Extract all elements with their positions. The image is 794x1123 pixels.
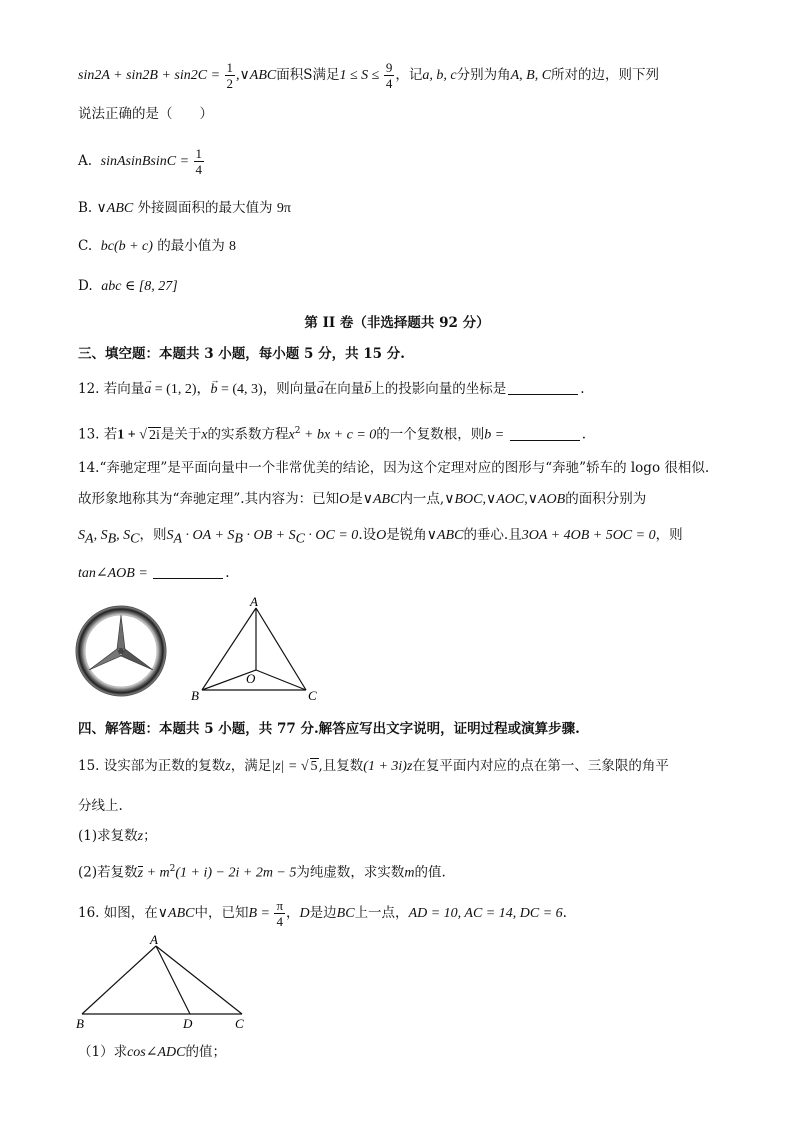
- q11-fraction-nine-quarters: $\frac{9}{4}$: [385, 60, 393, 91]
- fig16-label-b: B: [76, 1016, 84, 1031]
- q11-option-b: B. ∨ABC 外接圆面积的最大值为 9π: [78, 200, 291, 216]
- fig14-label-b: B: [191, 688, 199, 703]
- q12-answer-blank: [508, 380, 578, 395]
- q15-part-1: (1)求复数z；: [78, 828, 157, 844]
- benz-theorem-triangle-figure: [188, 594, 328, 704]
- q15-part-2: (2)若复数$z + m^2(1 + i) - 2i + 2m - 5$为纯虚数，求实数m的值.: [78, 864, 446, 881]
- q11-condition-line: sin2A + sin2B + sin2C = $\frac{1}{2}$ ,∨ABC面积S满足1 ≤ S ≤ $\frac{9}{4}$ ，记a, b, c分别为角A, B, C所对的边，则下列: [78, 60, 660, 91]
- q15-line-2: 分线上.: [78, 798, 123, 814]
- fig14-label-a: A: [250, 594, 258, 609]
- q11-option-c: C. bc(b + c) 的最小值为 8: [78, 238, 237, 254]
- q11-fraction-half: $\frac{1}{2}$: [226, 60, 234, 91]
- q14-line-4: tan∠AOB = .: [78, 565, 230, 581]
- fig16-label-d: D: [183, 1016, 193, 1031]
- section-four-title: 四、解答题：本题共 5 小题，共 77 分.解答应写出文字说明，证明过程或演算步骤.: [78, 721, 580, 737]
- fig16-label-c: C: [235, 1016, 244, 1031]
- q13-text: 13. 若1 + √ 2i是关于x的实系数方程$x^2$ + bx + c = 0的一个复数根，则b = .: [78, 426, 587, 443]
- fig16-label-a: A: [150, 932, 158, 947]
- q11-option-a: A. sinAsinBsinC = $\frac{1}{4}$: [78, 146, 203, 177]
- q11-option-d: D. abc ∈ [8, 27]: [78, 278, 178, 294]
- q14-line-3: $S_A$, $S_B$, $S_C$，则$S_A$ · OA + $S_B$ · OB + $S_C$ · OC = 0.设O是锐角∨ABC的垂心.且3OA + 4OB + 5OC = 0，则: [78, 527, 683, 547]
- q14-answer-blank: [153, 564, 223, 579]
- q15-line-1: 15. 设实部为正数的复数z，满足|z| = √ 5,且复数(1 + 3i)z在复平面内对应的点在第一、三象限的角平: [78, 758, 669, 774]
- mercedes-logo-image: [74, 604, 168, 698]
- q12-text: 12. 若向量→ a = (1, 2)，→ b = (4, 3)，则向量→ a在向量→ b上的投影向量的坐标是 .: [78, 379, 724, 400]
- section-three-title: 三、填空题：本题共 3 小题，每小题 5 分，共 15 分.: [78, 346, 405, 362]
- fig14-label-c: C: [308, 688, 317, 703]
- q16-text: 16. 如图，在∨ABC中，已知B = $\frac{\pi}{4}$ ，D是边BC上一点，AD = 10, AC = 14, DC = 6.: [78, 898, 567, 929]
- fig14-label-o: O: [246, 671, 256, 686]
- q13-answer-blank: [510, 426, 580, 441]
- q16-triangle-figure: [70, 932, 260, 1032]
- part-two-title: 第 II 卷（非选择题共 92 分）: [304, 315, 490, 331]
- q11-sum-expr: sin2A + sin2B + sin2C =: [78, 68, 224, 83]
- q11-question-line: 说法正确的是（ ）: [78, 106, 213, 122]
- q14-line-1: 14.“奔驰定理”是平面向量中一个非常优美的结论，因为这个定理对应的图形与“奔驰”轿车的 logo 很相似.: [78, 460, 710, 476]
- q14-line-2: 故形象地称其为“奔驰定理”.其内容为：已知O是∨ABC内一点,∨BOC,∨AOC,∨AOB的面积分别为: [78, 491, 647, 507]
- q16-part-1: （1）求cos∠ADC的值；: [78, 1044, 226, 1060]
